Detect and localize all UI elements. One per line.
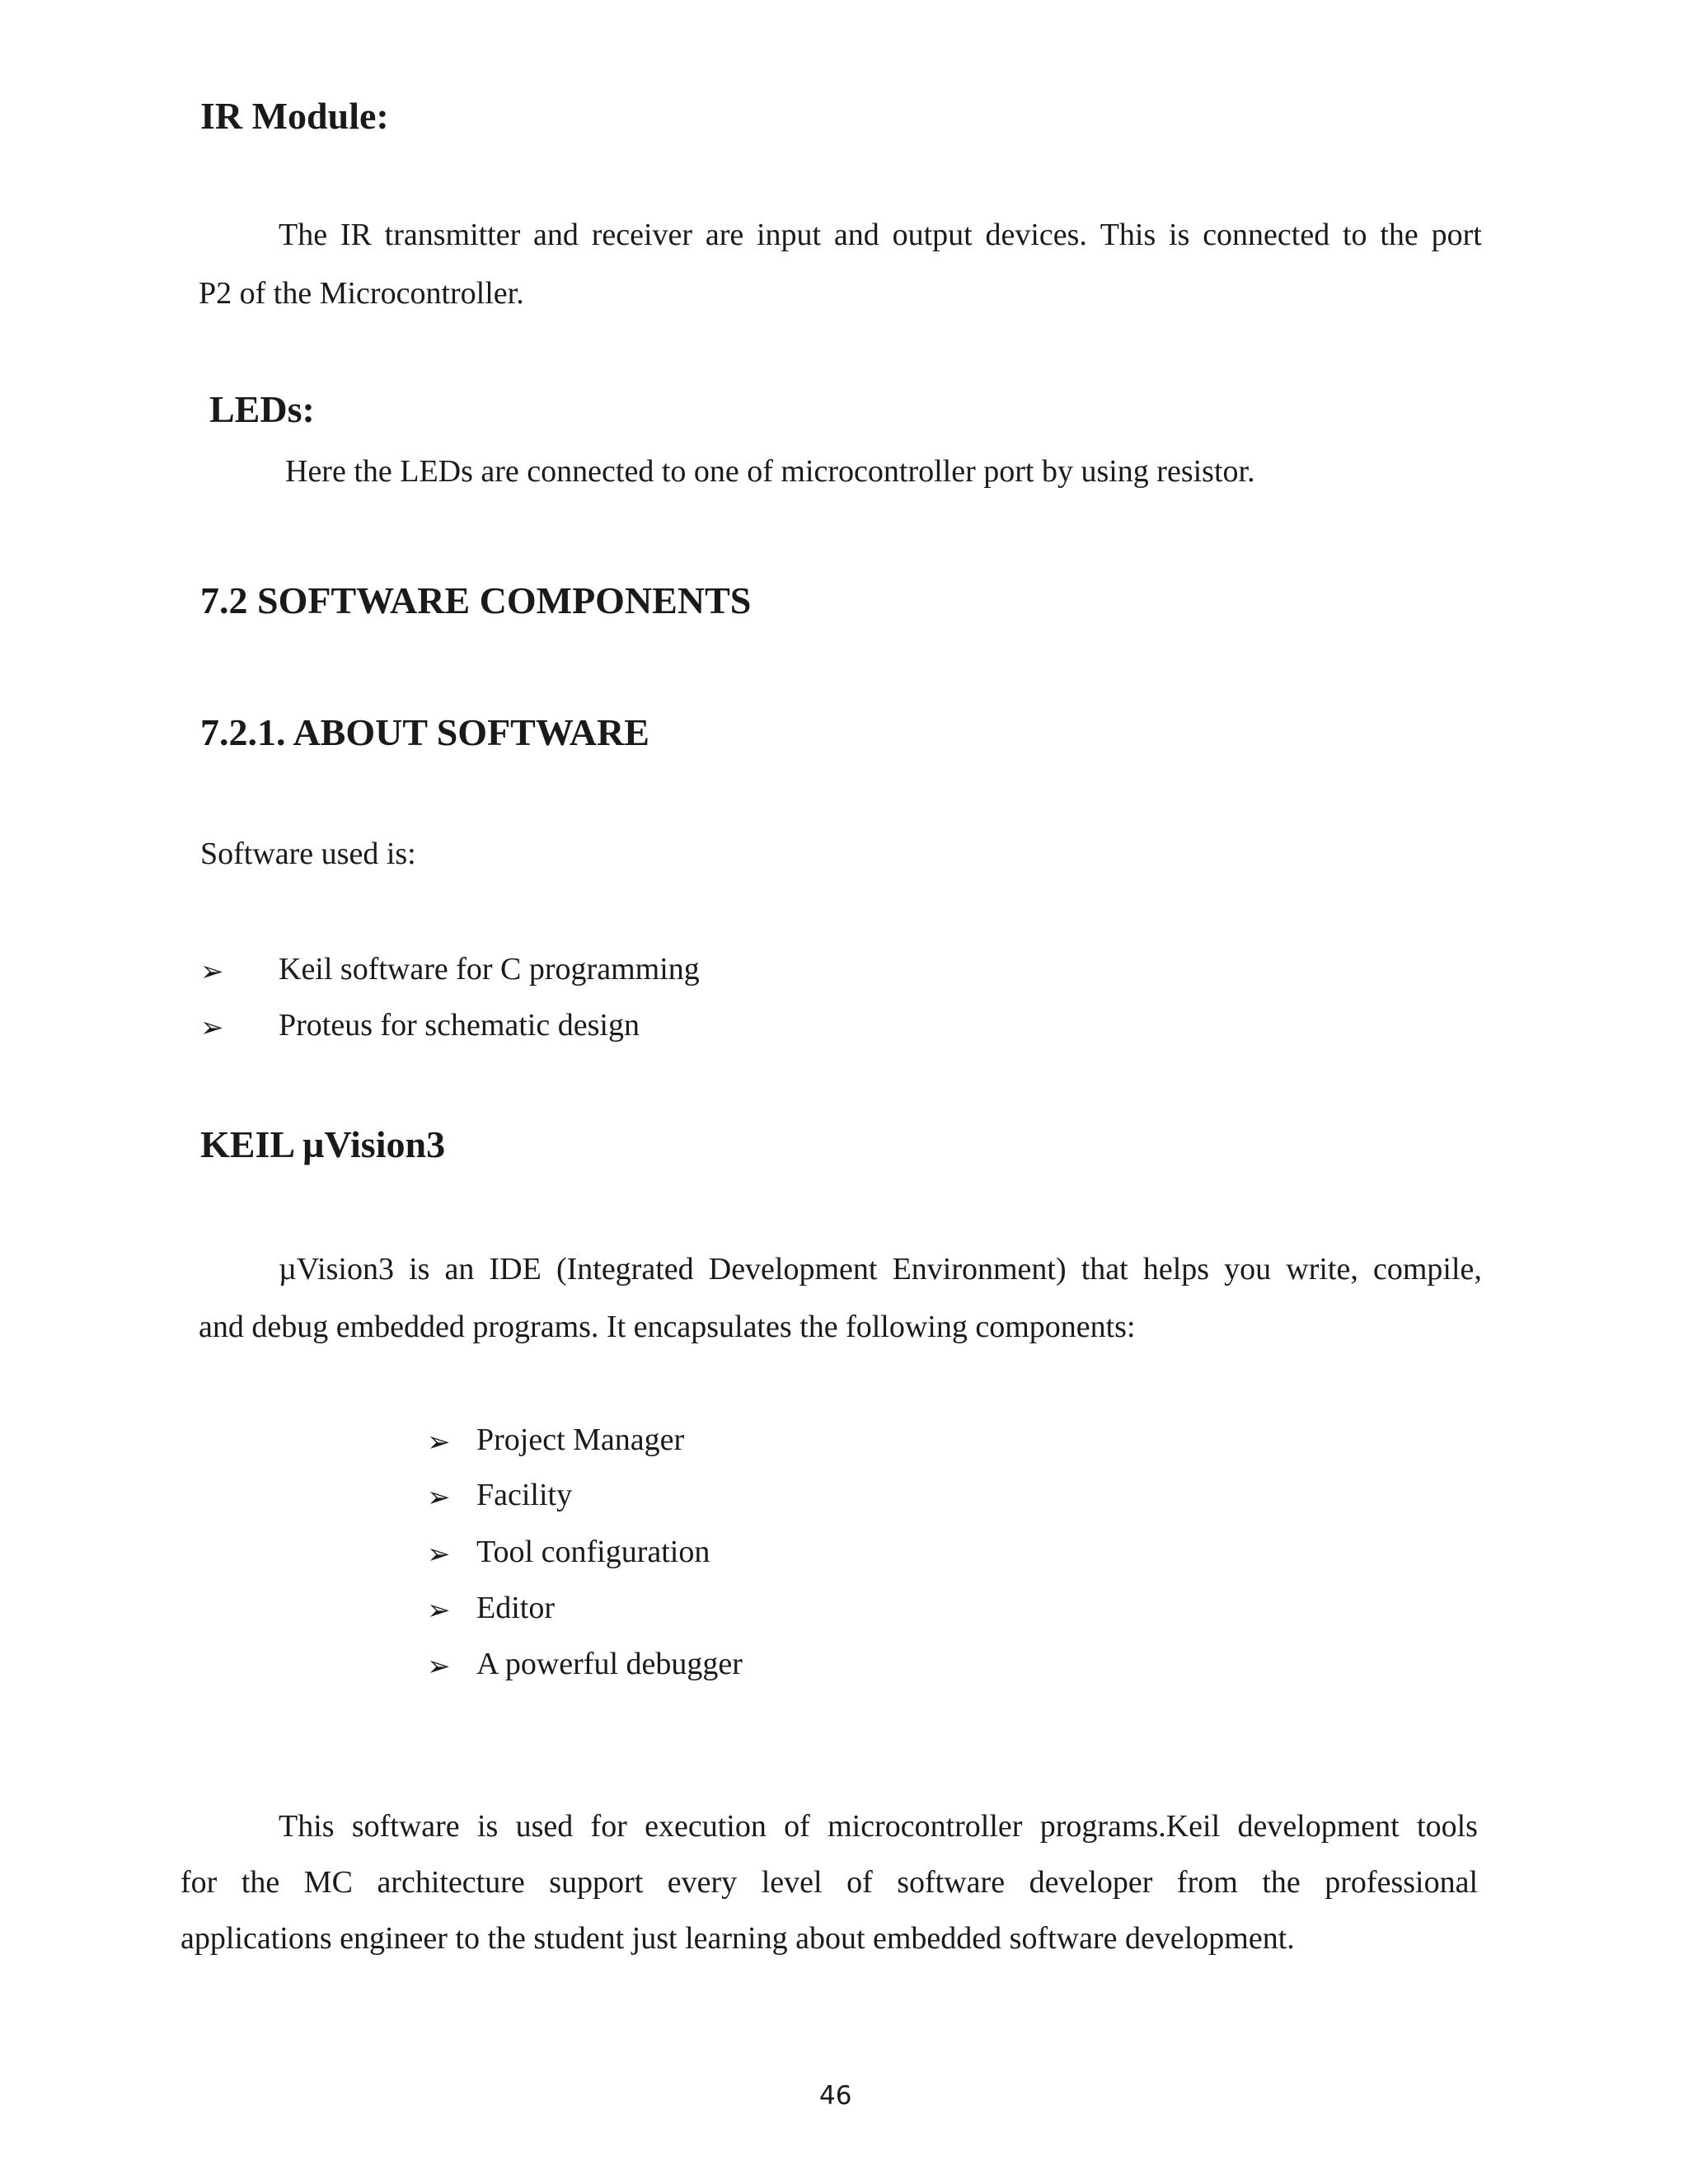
word: that: [1081, 1252, 1128, 1286]
word: transmitter: [384, 218, 521, 252]
arrowhead-bullet-icon: ➢: [200, 955, 224, 988]
word: and: [833, 218, 879, 252]
word: µVision3: [279, 1252, 394, 1286]
word: execution: [645, 1809, 767, 1844]
word: of: [846, 1865, 873, 1900]
component-list-item: A powerful debugger: [476, 1647, 743, 1681]
word: programs.Keil: [1039, 1809, 1221, 1844]
word: for: [181, 1865, 218, 1900]
word: the: [1262, 1865, 1301, 1900]
word: is: [1169, 218, 1190, 252]
arrowhead-bullet-icon: ➢: [200, 1011, 224, 1044]
about-software-heading: 7.2.1. ABOUT SOFTWARE: [200, 711, 649, 753]
component-list-item: Tool configuration: [476, 1535, 710, 1569]
word: receiver: [591, 218, 693, 252]
word: every: [667, 1865, 738, 1900]
word: architecture: [377, 1865, 525, 1900]
word: Development: [708, 1252, 878, 1286]
word: used: [515, 1809, 574, 1844]
keil-heading: KEIL µVision3: [200, 1123, 446, 1165]
word: microcontroller: [828, 1809, 1023, 1844]
word: to: [1343, 218, 1367, 252]
closing-paragraph-line-2: [181, 1867, 1478, 1898]
arrowhead-bullet-icon: ➢: [427, 1426, 451, 1459]
word: software: [897, 1865, 1006, 1900]
arrowhead-bullet-icon: ➢: [427, 1650, 451, 1683]
ir-module-heading: IR Module:: [200, 95, 389, 137]
component-list-item: Project Manager: [476, 1422, 685, 1457]
leds-paragraph: Here the LEDs are connected to one of microcontroller port by using resistor.: [285, 454, 1255, 489]
word: This: [279, 1809, 335, 1844]
word: professional: [1325, 1865, 1478, 1900]
ir-module-paragraph-line-1: [279, 219, 1482, 251]
word: developer: [1029, 1865, 1153, 1900]
word: is: [409, 1252, 430, 1286]
component-list-item: Facility: [476, 1478, 573, 1512]
word: IR: [340, 218, 372, 252]
word: from: [1176, 1865, 1238, 1900]
arrowhead-bullet-icon: ➢: [427, 1481, 451, 1514]
keil-paragraph-line-1: [279, 1254, 1482, 1285]
software-used-intro: Software used is:: [200, 837, 416, 871]
leds-heading: LEDs:: [209, 388, 315, 430]
word: tools: [1417, 1809, 1478, 1844]
word: an: [444, 1252, 475, 1286]
word: port: [1431, 218, 1482, 252]
software-components-heading: 7.2 SOFTWARE COMPONENTS: [200, 579, 752, 621]
word: level: [761, 1865, 823, 1900]
word: the: [1380, 218, 1418, 252]
word: output: [892, 218, 973, 252]
word: IDE: [489, 1252, 542, 1286]
word: Environment): [892, 1252, 1067, 1286]
word: compile,: [1372, 1252, 1482, 1286]
component-list-item: Editor: [476, 1591, 555, 1625]
keil-paragraph-line-2: and debug embedded programs. It encapsulates the following components:: [199, 1310, 1136, 1344]
word: connected: [1203, 218, 1330, 252]
word: MC: [303, 1865, 353, 1900]
word: input: [757, 218, 822, 252]
word: and: [533, 218, 579, 252]
word: for: [590, 1809, 627, 1844]
word: devices.: [985, 218, 1087, 252]
word: (Integrated: [556, 1252, 694, 1286]
closing-paragraph-line-3: applications engineer to the student just learning about embedded software development.: [181, 1921, 1295, 1956]
word: support: [549, 1865, 644, 1900]
word: The: [279, 218, 328, 252]
word: are: [705, 218, 744, 252]
software-list-item: Keil software for C programming: [279, 952, 700, 987]
word: you: [1224, 1252, 1272, 1286]
word: is: [476, 1809, 499, 1844]
word: software: [351, 1809, 460, 1844]
software-list-item: Proteus for schematic design: [279, 1008, 640, 1043]
word: write,: [1286, 1252, 1358, 1286]
word: of: [784, 1809, 810, 1844]
word: the: [241, 1865, 280, 1900]
ir-module-paragraph-line-2: P2 of the Microcontroller.: [199, 276, 524, 311]
word: This: [1100, 218, 1156, 252]
closing-paragraph-line-1: [279, 1811, 1478, 1842]
page-number: 46: [819, 2081, 852, 2111]
arrowhead-bullet-icon: ➢: [427, 1594, 451, 1627]
word: development: [1237, 1809, 1400, 1844]
arrowhead-bullet-icon: ➢: [427, 1538, 451, 1571]
word: helps: [1142, 1252, 1210, 1286]
